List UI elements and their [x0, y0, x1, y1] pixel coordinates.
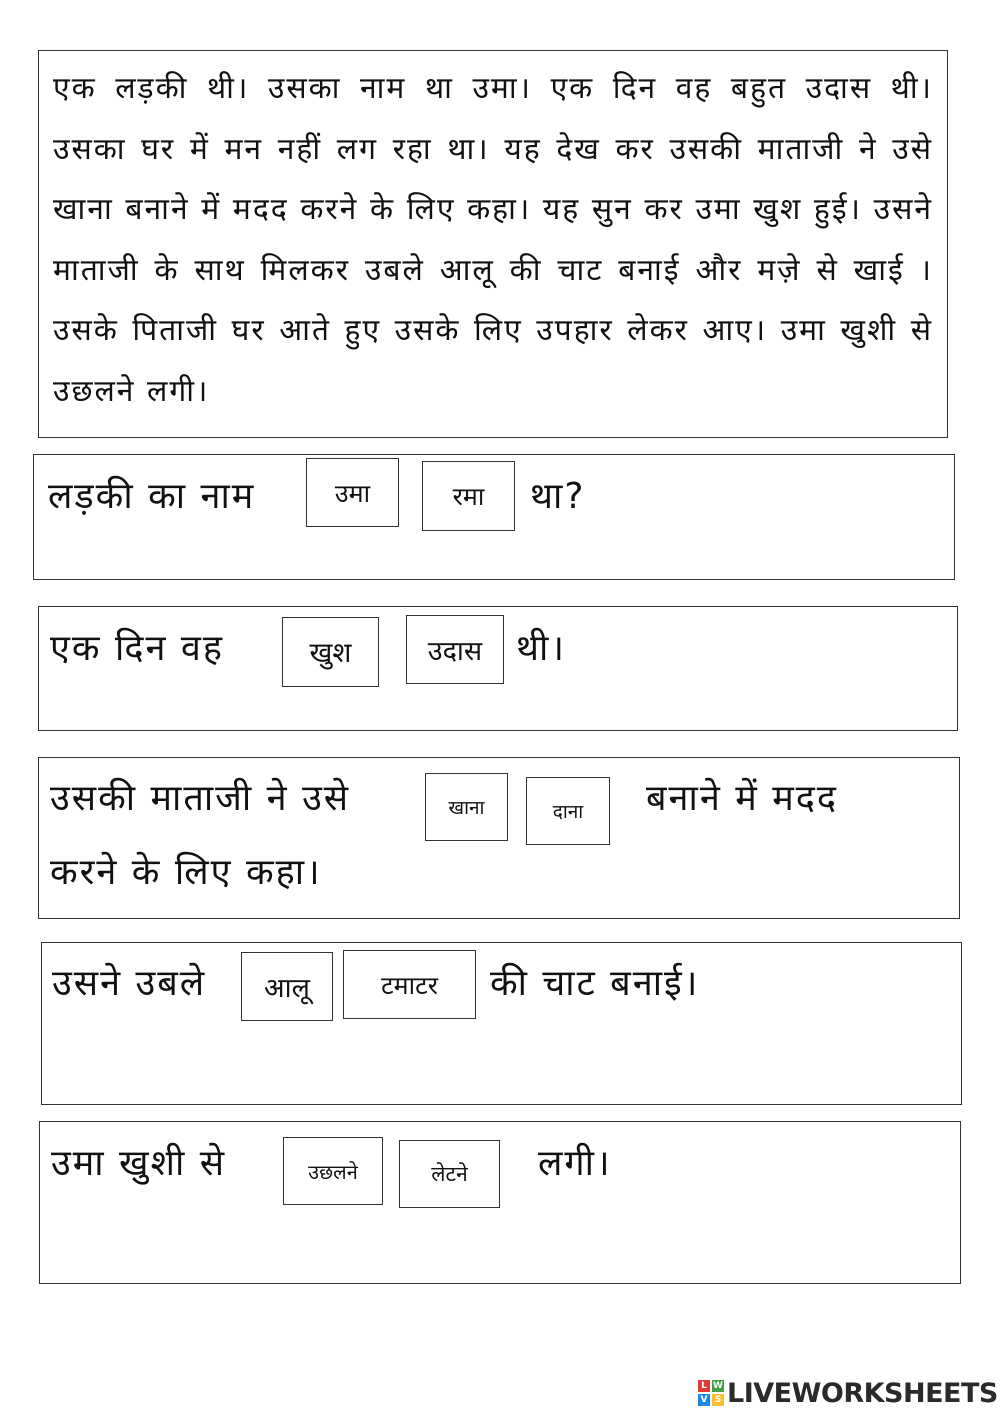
- question-2-option-1[interactable]: [282, 617, 379, 687]
- logo-mark-cell-4: S: [712, 1394, 724, 1406]
- question-2-text-after: थी।: [516, 628, 566, 669]
- question-3-option-1-label: खाना: [448, 797, 485, 819]
- question-4-text-after: की चाट बनाई।: [490, 963, 700, 1004]
- question-3-text-line2: करने के लिए कहा।: [50, 852, 322, 893]
- logo-mark-cell-1: L: [698, 1380, 710, 1392]
- question-2-option-2-label: उदास: [427, 636, 483, 667]
- question-3-option-2[interactable]: [526, 777, 610, 845]
- question-1-option-1[interactable]: [306, 458, 399, 527]
- question-2-option-2[interactable]: [406, 615, 504, 684]
- question-3-text-after: बनाने में मदद: [646, 778, 839, 819]
- question-2-option-1-label: खुश: [309, 636, 352, 669]
- question-1-text-after: था?: [530, 476, 586, 517]
- logo-text: LIVEWORKSHEETS: [727, 1377, 998, 1409]
- question-4-option-1[interactable]: [241, 952, 333, 1021]
- question-5-option-2-label: लेटने: [431, 1162, 468, 1186]
- passage-box: [38, 50, 948, 438]
- logo-mark-cell-3: V: [698, 1394, 710, 1406]
- question-5-option-1-label: उछलने: [308, 1159, 358, 1184]
- liveworksheets-logo: [698, 1376, 998, 1410]
- question-3-option-2-label: दाना: [552, 801, 584, 823]
- question-1-option-2[interactable]: [422, 461, 515, 531]
- question-4-option-1-label: आलू: [264, 973, 310, 1004]
- question-1-option-1-label: उमा: [334, 478, 371, 508]
- question-5-text-before: उमा खुशी से: [51, 1143, 227, 1184]
- question-4-option-2-label: टमाटर: [381, 970, 438, 1000]
- question-3-text-before: उसकी माताजी ने उसे: [50, 778, 351, 819]
- logo-mark-icon: [698, 1380, 724, 1406]
- question-5-text-after: लगी।: [538, 1143, 612, 1184]
- question-4-text-before: उसने उबले: [52, 963, 207, 1004]
- question-4-option-2[interactable]: [343, 950, 476, 1019]
- passage-text: एक लड़की थी। उसका नाम था उमा। एक दिन वह बहुत उदास थी। उसका घर में मन नहीं लग रहा था। यह देख कर उसकी माताजी ने उसे खाना बनाने में मदद करने के लिए कहा। यह सुन कर उमा खुश हुई। उसने माताजी के साथ मिलकर उबले आलू की चाट बनाई और मज़े से खाई । उसके पिताजी घर आते हुए उसके लिए उपहार लेकर आए। उमा खुशी से उछलने लगी।: [53, 71, 933, 409]
- question-5-option-2[interactable]: [399, 1140, 500, 1208]
- question-1-option-2-label: रमा: [452, 482, 485, 511]
- question-1-text-before: लड़की का नाम: [48, 476, 256, 517]
- question-2-text-before: एक दिन वह: [50, 628, 224, 669]
- question-5-option-1[interactable]: [283, 1137, 383, 1205]
- question-3-option-1[interactable]: [425, 773, 508, 841]
- logo-mark-cell-2: W: [713, 1381, 723, 1391]
